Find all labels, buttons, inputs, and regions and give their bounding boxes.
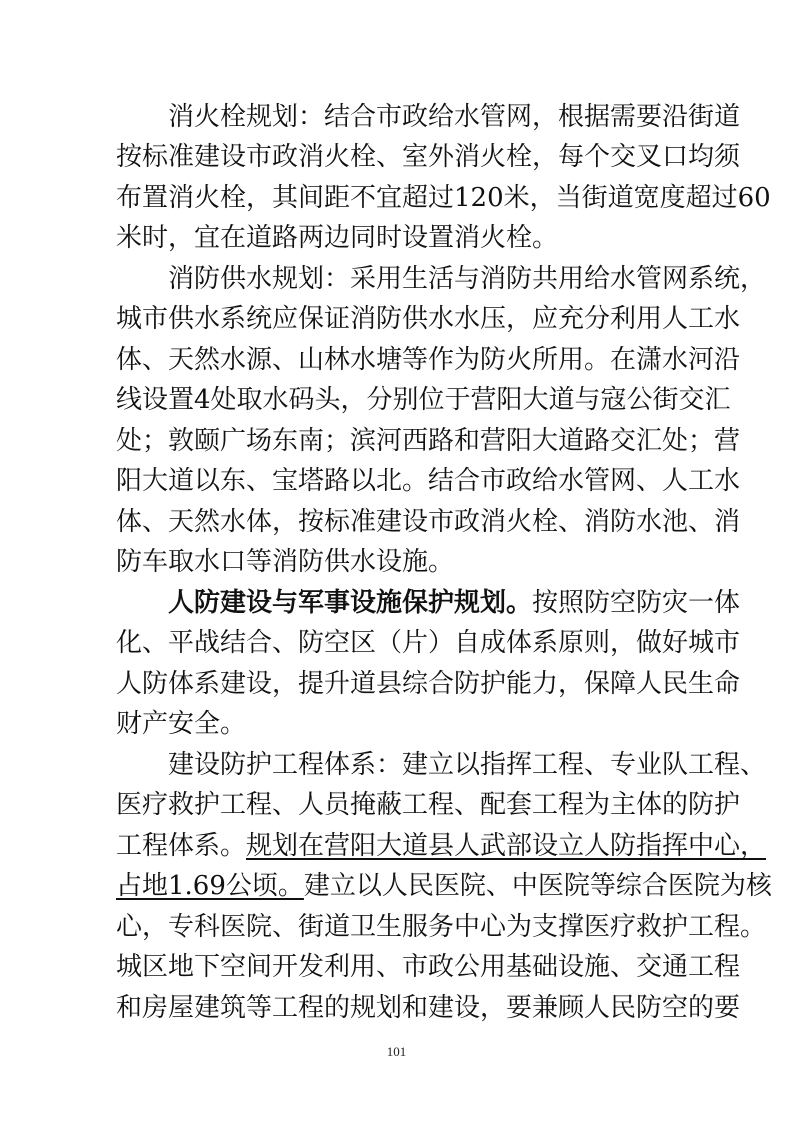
para2-line6: 阳大道以东、宝塔路以北。结合市政给水管网、人工水 bbox=[116, 466, 741, 496]
para4-line4 bbox=[116, 871, 772, 901]
para1-line2: 按标准建设市政消火栓、室外消火栓，每个交叉口均须 bbox=[116, 142, 741, 172]
para4-line6: 城区地下空间开发利用、市政公用基础设施、交通工程 bbox=[116, 952, 741, 982]
page-number: 101 bbox=[386, 1044, 407, 1059]
para4-line4-text: 建立以人民医院、中医院等综合医院为核 bbox=[303, 871, 772, 901]
para1-line1: 消火栓规划：结合市政给水管网，根据需要沿街道 bbox=[168, 102, 741, 132]
para2-line4: 线设置4处取水码头，分别位于营阳大道与寇公街交汇 bbox=[116, 385, 731, 415]
underlined-text: 占地1.69公顷。 bbox=[116, 871, 304, 901]
para2-line2: 城市供水系统应保证消防供水水压，应充分利用人工水 bbox=[116, 304, 741, 334]
para2-line7: 体、天然水体，按标准建设市政消火栓、消防水池、消 bbox=[116, 507, 741, 537]
para4-line1: 建设防护工程体系：建立以指挥工程、专业队工程、 bbox=[168, 750, 767, 780]
para3-line1-text: 按照防空防灾一体 bbox=[532, 588, 741, 618]
section-heading: 人防建设与军事设施保护规划。 bbox=[168, 588, 533, 618]
para4-line7: 和房屋建筑等工程的规划和建设，要兼顾人民防空的要 bbox=[116, 993, 741, 1023]
para1-line3: 布置消火栓，其间距不宜超过120米，当街道宽度超过60 bbox=[116, 183, 771, 213]
para4-line2: 医疗救护工程、人员掩蔽工程、配套工程为主体的防护 bbox=[116, 790, 741, 820]
para2-line8: 防车取水口等消防供水设施。 bbox=[116, 547, 455, 577]
para2-line1: 消防供水规划：采用生活与消防共用给水管网系统， bbox=[168, 264, 767, 294]
para1-line4: 米时，宜在道路两边同时设置消火栓。 bbox=[116, 223, 559, 253]
para2-line5: 处；敦颐广场东南；滨河西路和营阳大道路交汇处；营 bbox=[116, 426, 741, 456]
para4-line3-text: 工程体系。 bbox=[116, 831, 247, 861]
para3-line3: 人防体系建设，提升道县综合防护能力，保障人民生命 bbox=[116, 669, 741, 699]
para3-line1 bbox=[168, 588, 740, 618]
para3-line4: 财产安全。 bbox=[116, 709, 247, 739]
para3-line2: 化、平战结合、防空区（片）自成体系原则，做好城市 bbox=[116, 628, 741, 658]
para4-line3 bbox=[116, 831, 766, 861]
para2-line3: 体、天然水源、山林水塘等作为防火所用。在潇水河沿 bbox=[116, 345, 741, 375]
underlined-text: 规划在营阳大道县人武部设立人防指挥中心， bbox=[246, 831, 767, 861]
para4-line5: 心，专科医院、街道卫生服务中心为支撑医疗救护工程。 bbox=[116, 912, 767, 942]
